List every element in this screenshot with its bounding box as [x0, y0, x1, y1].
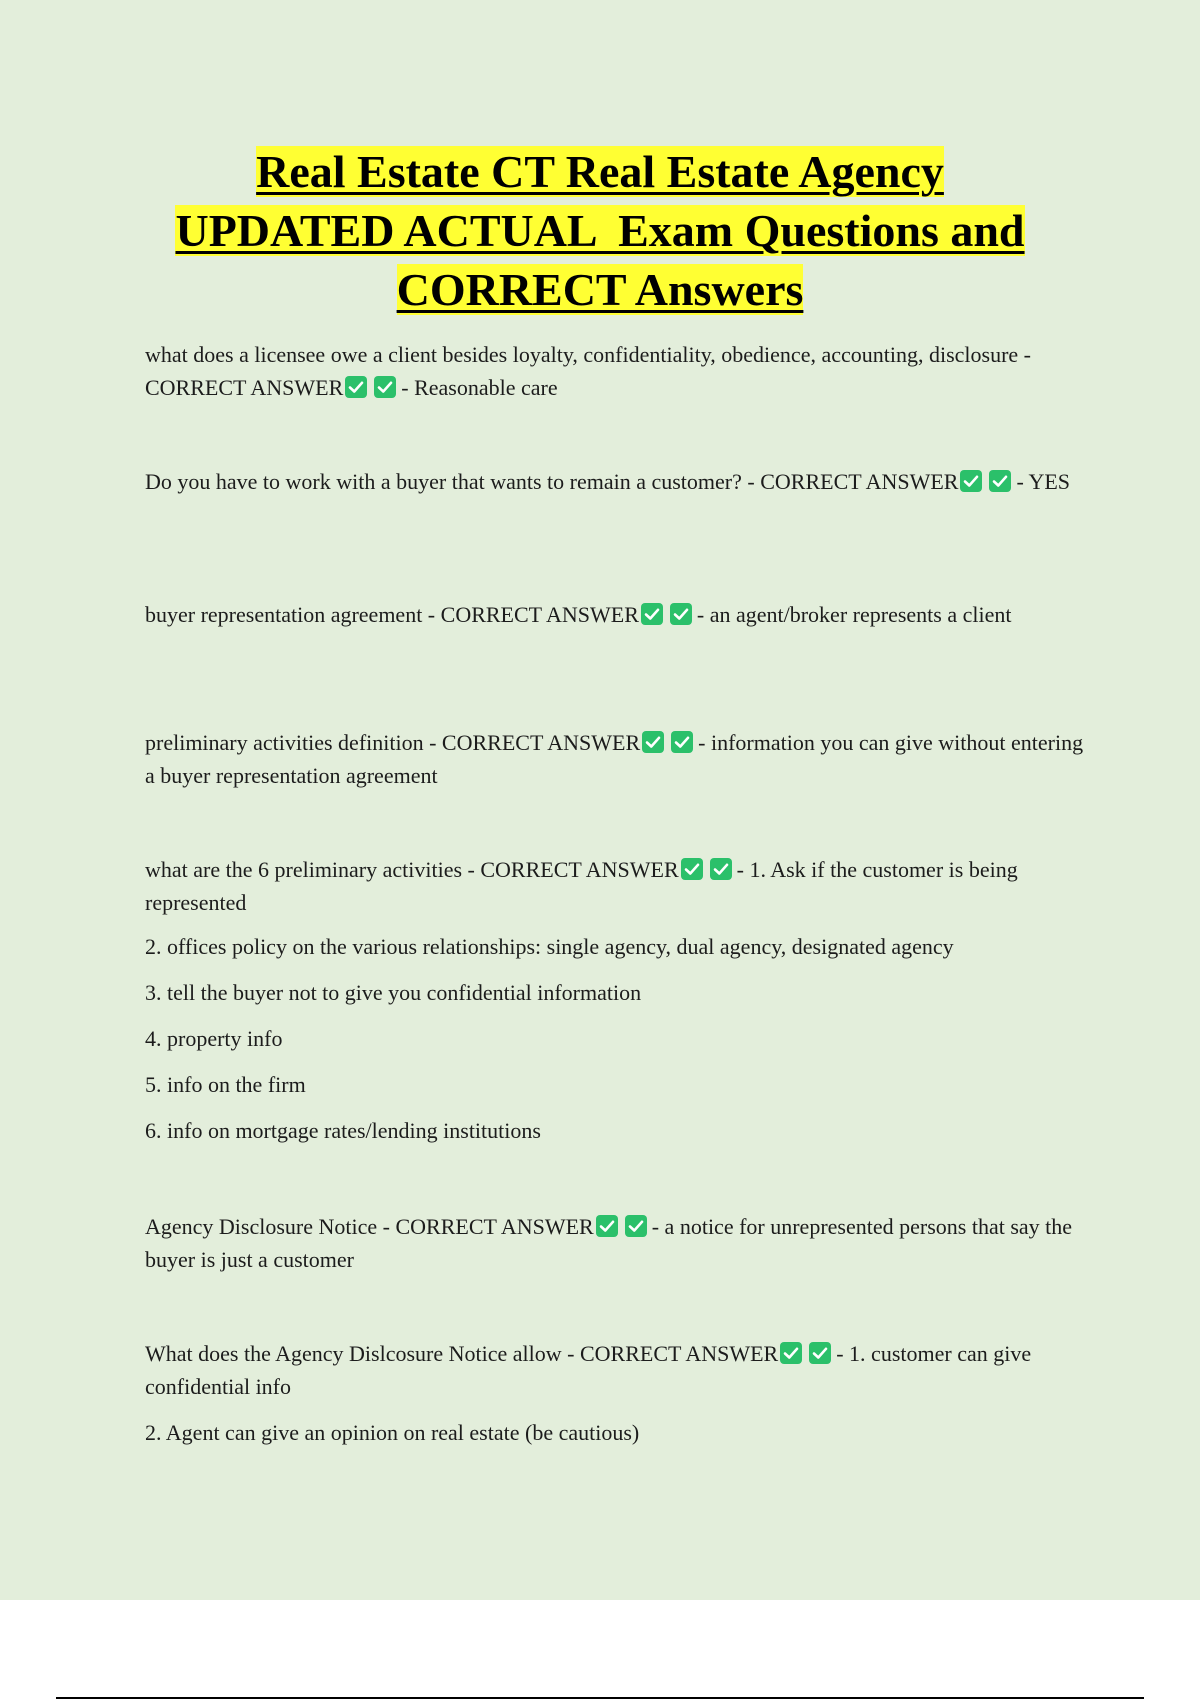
list-item: 5. info on the firm: [145, 1072, 306, 1097]
list-item: 4. property info: [145, 1026, 283, 1051]
qa-item: [145, 465, 1095, 498]
answer-text: - 1. customer can give confidential info: [145, 1341, 1032, 1399]
check-mark-icon: [809, 1342, 831, 1364]
check-mark-icon: [671, 731, 693, 753]
answer-marker: CORRECT ANSWER: [441, 730, 641, 755]
check-mark-icon: [625, 1215, 647, 1237]
check-mark-icon: [989, 470, 1011, 492]
check-mark-icon: [681, 858, 703, 880]
check-mark-icon: [710, 858, 732, 880]
qa-item: [145, 338, 1095, 404]
question-text: what does a licensee owe a client besides loyalty, confidentiality, obedience, accounting, disclosure -: [145, 342, 1032, 367]
answer-marker: CORRECT ANSWER: [579, 1341, 779, 1366]
qa-item: [145, 853, 1095, 919]
list-item: 2. offices policy on the various relationships: single agency, dual agency, designated agency: [145, 934, 954, 959]
check-mark-icon: [374, 376, 396, 398]
answer-marker: CORRECT ANSWER: [395, 1214, 594, 1239]
check-mark-icon: [641, 603, 663, 625]
answer-text: - YES: [1016, 469, 1071, 494]
qa-item: [145, 598, 1095, 631]
list-item: 2. Agent can give an opinion on real estate (be cautious): [145, 1420, 640, 1445]
check-mark-icon: [780, 1342, 802, 1364]
check-mark-icon: [642, 731, 664, 753]
question-text: What does the Agency Dislcosure Notice allow -: [145, 1341, 580, 1366]
question-text: what are the 6 preliminary activities -: [145, 857, 481, 882]
answer-marker: CORRECT ANSWER: [145, 375, 344, 400]
check-mark-icon: [596, 1215, 618, 1237]
answer-text: - a notice for unrepresented persons that say the buyer is just a customer: [145, 1214, 1073, 1272]
list-item: 3. tell the buyer not to give you confidential information: [145, 980, 642, 1005]
qa-item: [145, 726, 1095, 792]
title-line-3: CORRECT Answers: [396, 264, 804, 315]
title-line-1: Real Estate CT Real Estate Agency: [256, 146, 944, 197]
qa-item: [145, 1337, 1095, 1403]
footer-rule: [56, 1697, 1144, 1699]
check-mark-icon: [345, 376, 367, 398]
question-text: Agency Disclosure Notice -: [145, 1214, 396, 1239]
list-item: 6. info on mortgage rates/lending institutions: [145, 1118, 541, 1143]
question-text: buyer representation agreement -: [145, 602, 441, 627]
answer-marker: CORRECT ANSWER: [440, 602, 639, 627]
question-text: Do you have to work with a buyer that wants to remain a customer? -: [145, 469, 761, 494]
answer-marker: CORRECT ANSWER: [480, 857, 679, 882]
question-text: preliminary activities definition -: [145, 730, 442, 755]
document-title: [100, 142, 1100, 319]
qa-item: [145, 1210, 1095, 1276]
answer-marker: CORRECT ANSWER: [760, 469, 959, 494]
answer-text: - Reasonable care: [401, 375, 558, 400]
answer-text: - information you can give without entering a buyer representation agreement: [145, 730, 1084, 788]
title-line-2: UPDATED ACTUAL Exam Questions and: [175, 205, 1025, 256]
answer-text: - 1. Ask if the customer is being represented: [145, 857, 1018, 915]
check-mark-icon: [960, 470, 982, 492]
check-mark-icon: [670, 603, 692, 625]
answer-text: - an agent/broker represents a client: [696, 602, 1012, 627]
